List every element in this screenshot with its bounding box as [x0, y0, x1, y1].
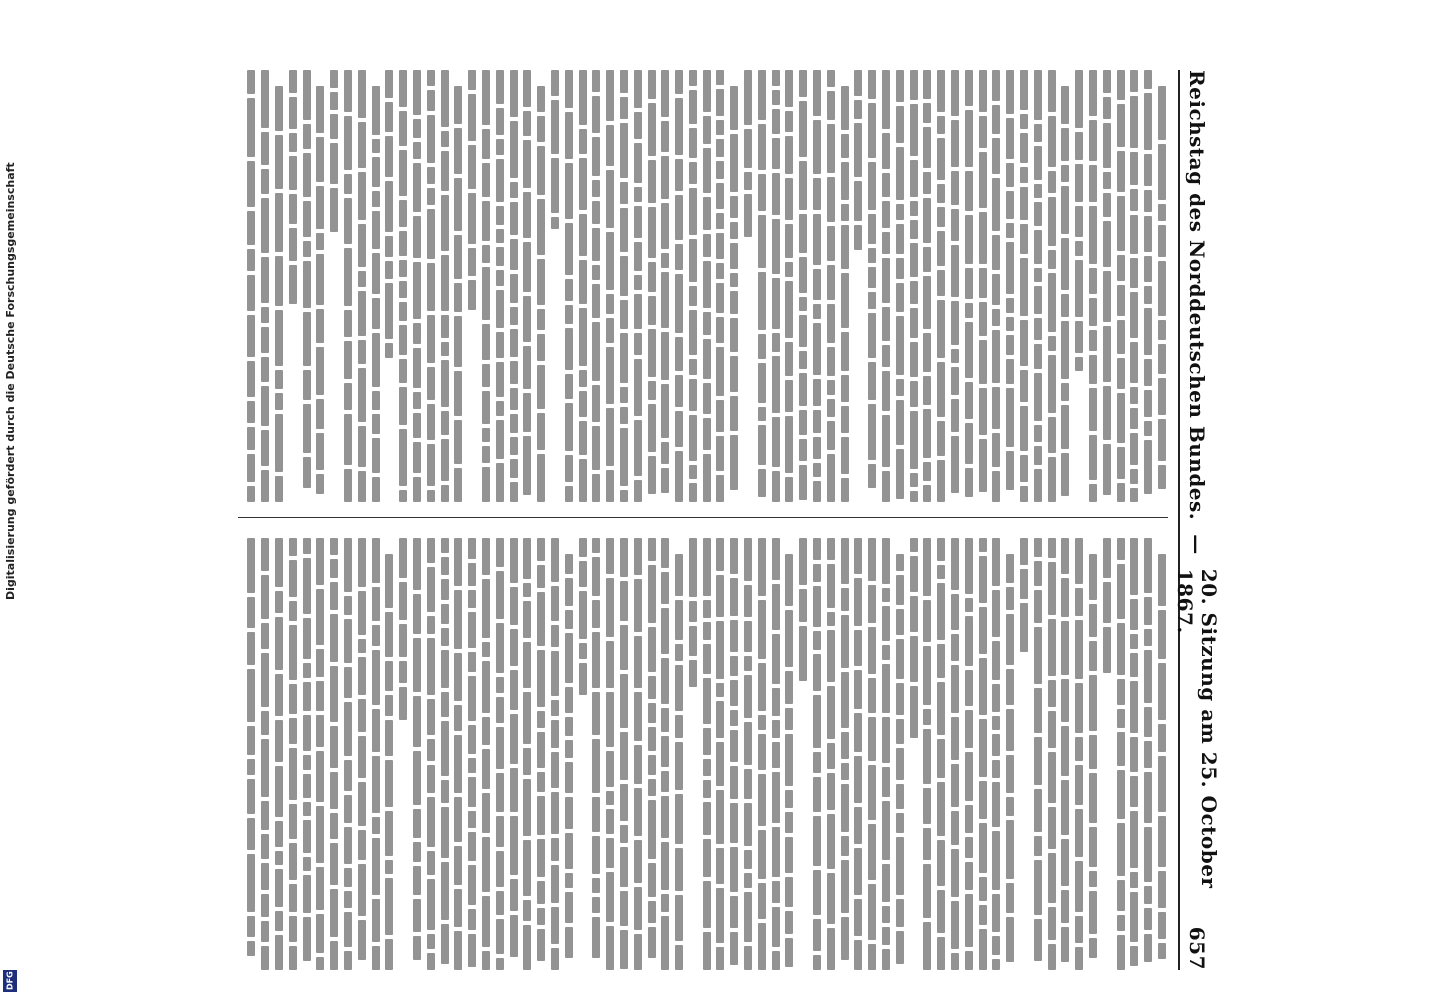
page-header: [1173, 70, 1221, 970]
text-line: [1154, 70, 1168, 502]
text-line: [685, 70, 699, 502]
column-divider: [238, 517, 1168, 518]
text-line: [933, 70, 947, 502]
text-line: [782, 70, 796, 502]
title-separator: —: [1185, 534, 1209, 555]
text-line: [727, 538, 741, 970]
text-line: [533, 70, 547, 502]
text-line: [864, 538, 878, 970]
text-line: [561, 538, 575, 970]
text-line: [1113, 70, 1127, 502]
text-line: [795, 538, 809, 970]
page-title: Reichstag des Norddeutschen Bundes.: [1185, 70, 1209, 521]
text-line: [740, 538, 754, 970]
text-line: [257, 70, 271, 502]
text-line: [451, 538, 465, 970]
text-line: [244, 70, 258, 502]
text-line: [354, 70, 368, 502]
text-line: [658, 70, 672, 502]
text-line: [244, 538, 258, 970]
text-line: [892, 538, 906, 970]
text-line: [368, 70, 382, 502]
text-line: [589, 538, 603, 970]
text-line: [1044, 70, 1058, 502]
text-line: [1127, 538, 1141, 970]
text-line: [1099, 538, 1113, 970]
text-line: [616, 538, 630, 970]
text-line: [616, 70, 630, 502]
text-line: [409, 70, 423, 502]
text-line: [520, 70, 534, 502]
text-line: [727, 70, 741, 502]
text-line: [1085, 70, 1099, 502]
text-line: [837, 70, 851, 502]
text-line: [920, 70, 934, 502]
text-line: [851, 538, 865, 970]
text-line: [823, 538, 837, 970]
text-line: [671, 70, 685, 502]
text-line: [520, 538, 534, 970]
text-line: [1044, 538, 1058, 970]
text-line: [506, 70, 520, 502]
text-line: [644, 538, 658, 970]
text-line: [313, 70, 327, 502]
text-line: [561, 70, 575, 502]
text-line: [1016, 70, 1030, 502]
text-line: [382, 70, 396, 502]
text-line: [1127, 70, 1141, 502]
text-column-left: [232, 70, 1168, 502]
text-line: [1140, 70, 1154, 502]
text-line: [906, 538, 920, 970]
text-line: [644, 70, 658, 502]
text-line: [768, 538, 782, 970]
newspaper-page: [216, 0, 1221, 1000]
text-line: [1071, 70, 1085, 502]
text-line: [768, 70, 782, 502]
text-line: [658, 538, 672, 970]
text-line: [837, 538, 851, 970]
text-line: [257, 538, 271, 970]
text-line: [575, 70, 589, 502]
text-line: [878, 538, 892, 970]
text-line: [782, 538, 796, 970]
text-line: [630, 538, 644, 970]
text-line: [395, 70, 409, 502]
text-line: [685, 538, 699, 970]
text-line: [906, 70, 920, 502]
text-line: [713, 70, 727, 502]
text-line: [1058, 538, 1072, 970]
text-line: [740, 70, 754, 502]
text-line: [492, 70, 506, 502]
text-line: [809, 70, 823, 502]
text-line: [299, 70, 313, 502]
text-line: [989, 70, 1003, 502]
digitization-sidebar: [0, 0, 22, 1000]
text-line: [533, 538, 547, 970]
text-line: [575, 538, 589, 970]
text-line: [326, 70, 340, 502]
text-line: [492, 538, 506, 970]
text-line: [506, 538, 520, 970]
text-line: [975, 70, 989, 502]
text-line: [451, 70, 465, 502]
text-line: [699, 70, 713, 502]
text-line: [547, 70, 561, 502]
text-line: [395, 538, 409, 970]
text-line: [437, 538, 451, 970]
text-line: [1030, 538, 1044, 970]
text-line: [1085, 538, 1099, 970]
text-line: [947, 538, 961, 970]
page-number: 657: [1185, 926, 1209, 970]
text-line: [878, 70, 892, 502]
session-info: 20. Sitzung am 25. October 1867.: [1173, 568, 1221, 889]
text-line: [961, 538, 975, 970]
text-line: [409, 538, 423, 970]
text-line: [464, 538, 478, 970]
text-line: [368, 538, 382, 970]
text-line: [823, 70, 837, 502]
text-line: [382, 538, 396, 970]
digitization-credit: Digitalisierung gefördert durch die Deutsche Forschungsgemeinschaft: [4, 162, 17, 600]
text-line: [326, 538, 340, 970]
text-line: [975, 538, 989, 970]
text-line: [864, 70, 878, 502]
text-line: [809, 538, 823, 970]
text-line: [602, 70, 616, 502]
text-line: [851, 70, 865, 502]
text-line: [285, 538, 299, 970]
text-line: [961, 70, 975, 502]
text-line: [354, 538, 368, 970]
text-line: [989, 538, 1003, 970]
text-line: [933, 538, 947, 970]
text-line: [920, 538, 934, 970]
text-line: [1113, 538, 1127, 970]
text-line: [478, 538, 492, 970]
dfg-logo-icon: DFG: [3, 970, 17, 992]
text-line: [437, 70, 451, 502]
text-line: [271, 538, 285, 970]
text-line: [464, 70, 478, 502]
text-line: [285, 70, 299, 502]
text-line: [754, 70, 768, 502]
text-line: [340, 70, 354, 502]
text-line: [947, 70, 961, 502]
text-line: [892, 70, 906, 502]
text-line: [271, 70, 285, 502]
text-line: [1002, 70, 1016, 502]
text-line: [630, 70, 644, 502]
text-line: [1154, 538, 1168, 970]
text-line: [1071, 538, 1085, 970]
text-column-right: [232, 538, 1168, 970]
text-line: [589, 70, 603, 502]
text-line: [547, 538, 561, 970]
text-line: [299, 538, 313, 970]
text-line: [602, 538, 616, 970]
text-line: [754, 538, 768, 970]
text-line: [1058, 70, 1072, 502]
text-line: [1002, 538, 1016, 970]
text-line: [795, 70, 809, 502]
text-line: [423, 70, 437, 502]
text-line: [340, 538, 354, 970]
text-line: [313, 538, 327, 970]
text-line: [478, 70, 492, 502]
text-line: [713, 538, 727, 970]
text-line: [671, 538, 685, 970]
text-line: [1140, 538, 1154, 970]
text-line: [1030, 70, 1044, 502]
text-line: [423, 538, 437, 970]
text-line: [1099, 70, 1113, 502]
text-line: [1016, 538, 1030, 970]
text-line: [699, 538, 713, 970]
